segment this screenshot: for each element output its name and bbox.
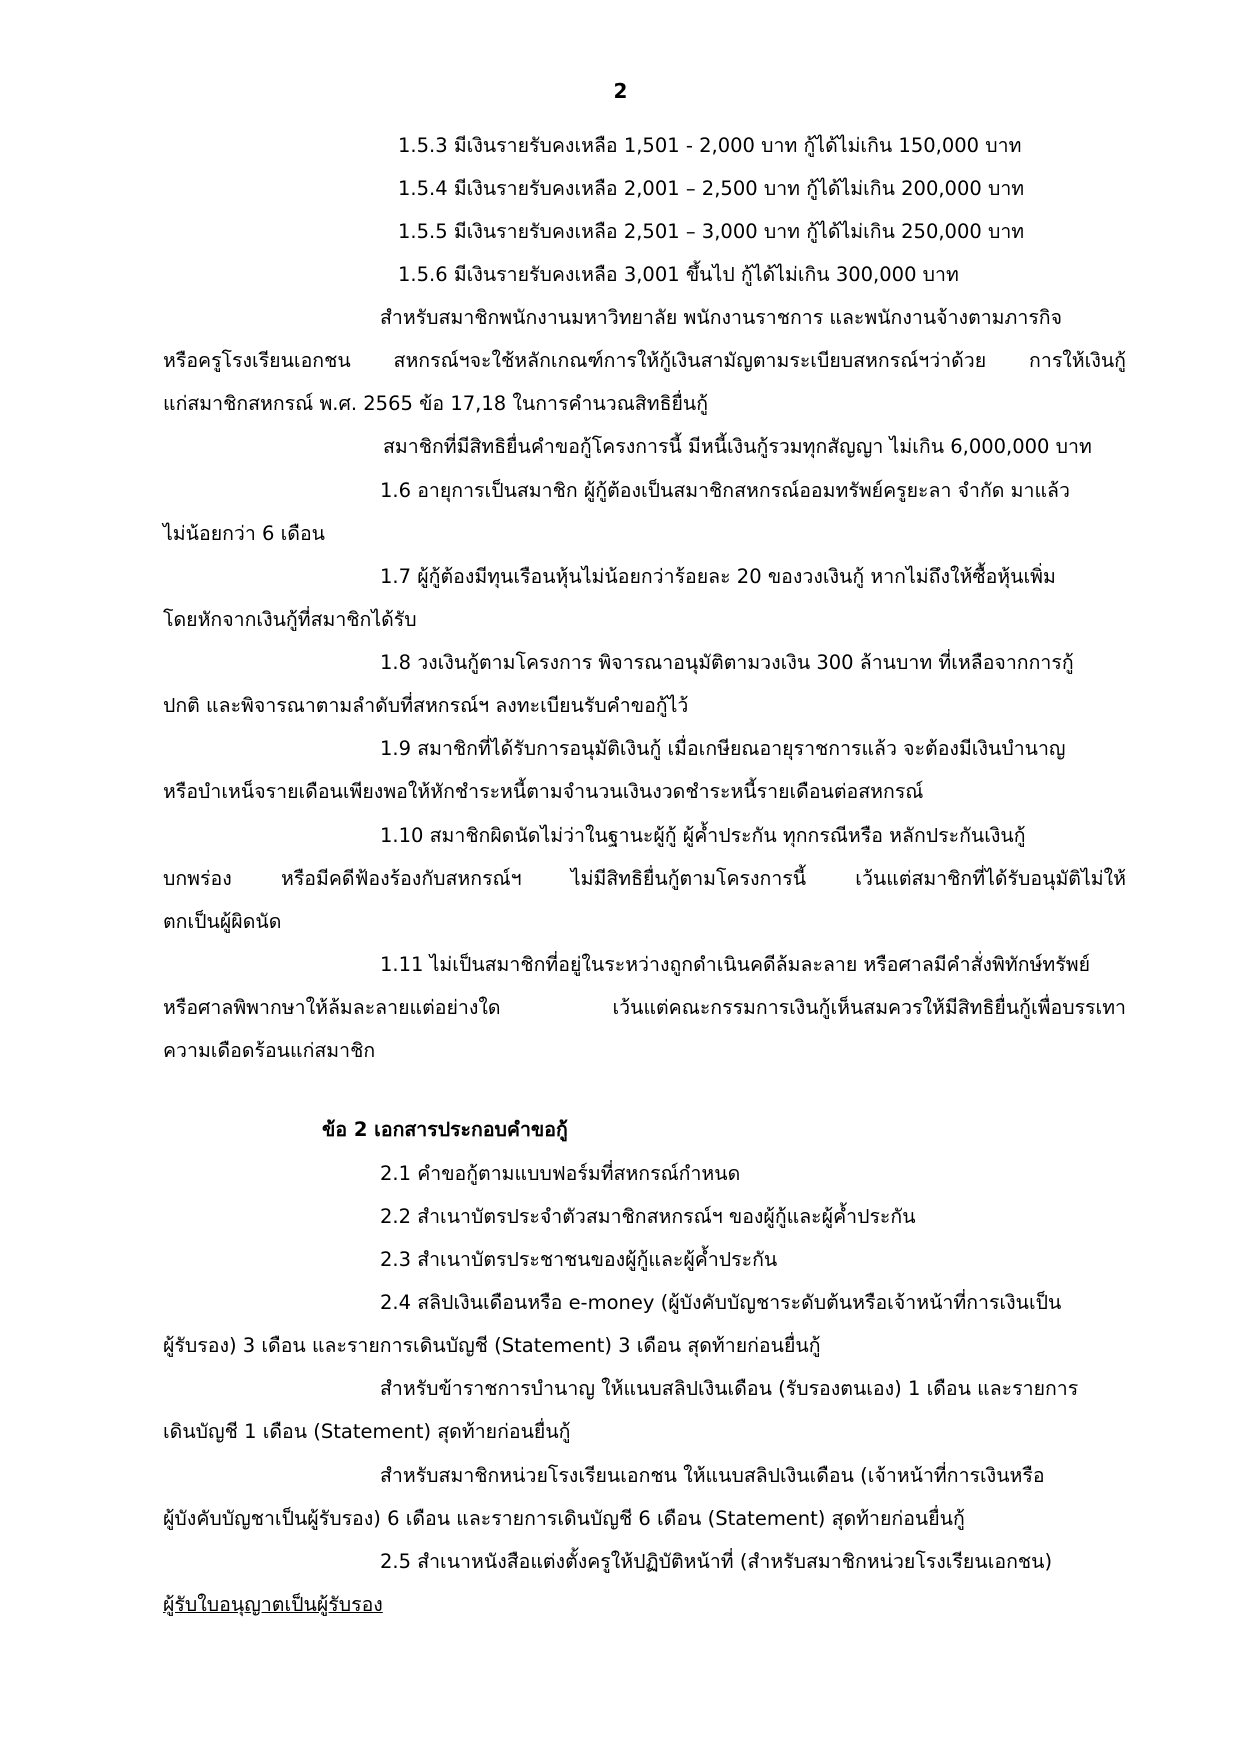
item-2-1: 2.1 คำขอกู้ตามแบบฟอร์มที่สหกรณ์กำหนด: [380, 1162, 741, 1185]
item-2-4: 2.4 สลิปเงินเดือนหรือ e-money (ผู้บังคับบัญชาระดับต้นหรือเจ้าหน้าที่การเงินเป็น: [380, 1291, 1062, 1314]
item-1-11: 1.11 ไม่เป็นสมาชิกที่อยู่ในระหว่างถูกดำเนินคดีล้มละลาย หรือศาลมีคำสั่งพิทักษ์ทรัพย์: [380, 953, 1091, 976]
paragraph-line: สำหรับข้าราชการบำนาญ ให้แนบสลิปเงินเดือน (รับรองตนเอง) 1 เดือน และรายการ: [380, 1377, 1079, 1400]
item-1-5-4: 1.5.4 มีเงินรายรับคงเหลือ 2,001 – 2,500 บาท กู้ได้ไม่เกิน 200,000 บาท: [398, 177, 1025, 200]
paragraph-line: ไม่น้อยกว่า 6 เดือน: [163, 522, 326, 545]
item-2-3: 2.3 สำเนาบัตรประชาชนของผู้กู้และผู้ค้ำประกัน: [380, 1248, 778, 1271]
paragraph-line: ผู้บังคับบัญชาเป็นผู้รับรอง) 6 เดือน และรายการเดินบัญชี 6 เดือน (Statement) สุดท้ายก่อนยื่นกู้: [163, 1507, 965, 1530]
paragraph-line: โดยหักจากเงินกู้ที่สมาชิกได้รับ: [163, 608, 417, 631]
item-1-5-5: 1.5.5 มีเงินรายรับคงเหลือ 2,501 – 3,000 บาท กู้ได้ไม่เกิน 250,000 บาท: [398, 220, 1025, 243]
paragraph-line: เดินบัญชี 1 เดือน (Statement) สุดท้ายก่อนยื่นกู้: [163, 1420, 571, 1443]
item-1-9: 1.9 สมาชิกที่ได้รับการอนุมัติเงินกู้ เมื่อเกษียณอายุราชการแล้ว จะต้องมีเงินบำนาญ: [380, 737, 1066, 760]
paragraph-line: ความเดือดร้อนแก่สมาชิก: [163, 1039, 376, 1062]
paragraph-line: หรือครูโรงเรียนเอกชน สหกรณ์ฯจะใช้หลักเกณฑ์การให้กู้เงินสามัญตามระเบียบสหกรณ์ฯว่าด้วย การให้เงินกู้: [163, 349, 1126, 372]
paragraph-line: สมาชิกที่มีสิทธิยื่นคำขอกู้โครงการนี้ มีหนี้เงินกู้รวมทุกสัญญา ไม่เกิน 6,000,000 บาท: [383, 435, 1092, 458]
paragraph-line: หรือศาลพิพากษาให้ล้มละลายแต่อย่างใด เว้นแต่คณะกรรมการเงินกู้เห็นสมควรให้มีสิทธิยื่นกู้เพื่อบรรเทา: [163, 996, 1126, 1019]
item-1-5-6: 1.5.6 มีเงินรายรับคงเหลือ 3,001 ขึ้นไป กู้ได้ไม่เกิน 300,000 บาท: [398, 263, 959, 286]
item-1-8: 1.8 วงเงินกู้ตามโครงการ พิจารณาอนุมัติตามวงเงิน 300 ล้านบาท ที่เหลือจากการกู้: [380, 651, 1074, 674]
section-heading: ข้อ 2 เอกสารประกอบคำขอกู้: [322, 1118, 568, 1141]
paragraph-line: สำหรับสมาชิกพนักงานมหาวิทยาลัย พนักงานราชการ และพนักงานจ้างตามภารกิจ: [380, 306, 1063, 329]
item-1-7: 1.7 ผู้กู้ต้องมีทุนเรือนหุ้นไม่น้อยกว่าร้อยละ 20 ของวงเงินกู้ หากไม่ถึงให้ซื้อหุ้นเพิ่ม: [380, 565, 1056, 588]
item-1-5-3: 1.5.3 มีเงินรายรับคงเหลือ 1,501 - 2,000 บาท กู้ได้ไม่เกิน 150,000 บาท: [398, 134, 1022, 157]
paragraph-line: แก่สมาชิกสหกรณ์ พ.ศ. 2565 ข้อ 17,18 ในการคำนวณสิทธิยื่นกู้: [163, 392, 709, 415]
item-1-10: 1.10 สมาชิกผิดนัดไม่ว่าในฐานะผู้กู้ ผู้ค้ำประกัน ทุกกรณีหรือ หลักประกันเงินกู้: [380, 824, 1026, 847]
paragraph-line: บกพร่อง หรือมีคดีฟ้องร้องกับสหกรณ์ฯ ไม่มีสิทธิยื่นกู้ตามโครงการนี้ เว้นแต่สมาชิกที่ได้รับอนุมัติไม่ให้: [163, 867, 1126, 890]
item-1-6: 1.6 อายุการเป็นสมาชิก ผู้กู้ต้องเป็นสมาชิกสหกรณ์ออมทรัพย์ครูยะลา จำกัด มาแล้ว: [380, 479, 1070, 502]
paragraph-line: หรือบำเหน็จรายเดือนเพียงพอให้หักชำระหนี้ตามจำนวนเงินงวดชำระหนี้รายเดือนต่อสหกรณ์: [163, 780, 924, 803]
paragraph-line: ปกติ และพิจารณาตามลำดับที่สหกรณ์ฯ ลงทะเบียนรับคำขอกู้ไว้: [163, 694, 689, 717]
paragraph-line: ผู้รับรอง) 3 เดือน และรายการเดินบัญชี (Statement) 3 เดือน สุดท้ายก่อนยื่นกู้: [163, 1334, 821, 1357]
paragraph-line: ตกเป็นผู้ผิดนัด: [163, 910, 282, 933]
page-number: 2: [613, 79, 628, 103]
item-2-5: 2.5 สำเนาหนังสือแต่งตั้งครูให้ปฏิบัติหน้าที่ (สำหรับสมาชิกหน่วยโรงเรียนเอกชน): [380, 1550, 1053, 1573]
item-2-2: 2.2 สำเนาบัตรประจำตัวสมาชิกสหกรณ์ฯ ของผู้กู้และผู้ค้ำประกัน: [380, 1205, 916, 1228]
underlined-text: ผู้รับใบอนุญาตเป็นผู้รับรอง: [163, 1593, 383, 1616]
paragraph-line: สำหรับสมาชิกหน่วยโรงเรียนเอกชน ให้แนบสลิปเงินเดือน (เจ้าหน้าที่การเงินหรือ: [380, 1464, 1045, 1487]
